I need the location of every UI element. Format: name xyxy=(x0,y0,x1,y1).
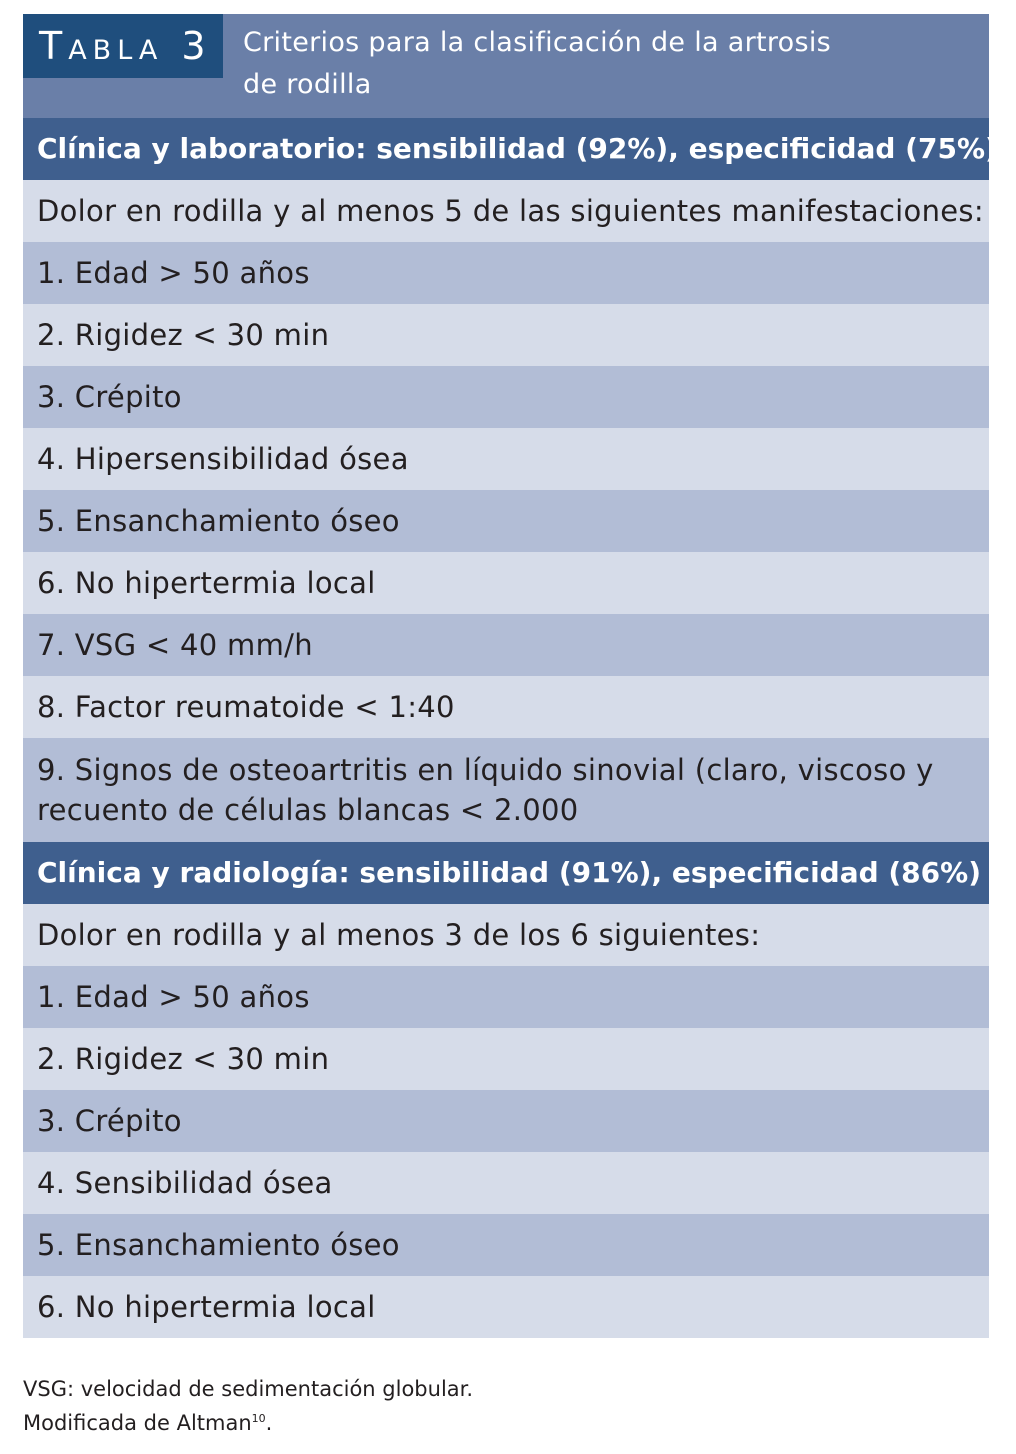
table-row: 3. Crépito xyxy=(23,1090,989,1152)
section-header-clinical-lab: Clínica y laboratorio: sensibilidad (92%), especificidad (75%) xyxy=(23,118,989,180)
footnote-abbreviation: VSG: velocidad de sedimentación globular. xyxy=(23,1377,474,1401)
table-row: 3. Crépito xyxy=(23,366,989,428)
table-row: 6. No hipertermia local xyxy=(23,1276,989,1338)
table-footnote xyxy=(23,1374,473,1438)
footnote-source-text: Modificada de Altman xyxy=(23,1411,252,1435)
item-9-line-1: 9. Signos de osteoartritis en líquido sinovial (claro, viscoso y xyxy=(37,753,934,787)
table-row: 5. Ensanchamiento óseo xyxy=(23,490,989,552)
table-title-line-1: Criterios para la clasificación de la artrosis xyxy=(243,27,832,58)
table-row: 8. Factor reumatoide < 1:40 xyxy=(23,676,989,738)
footnote-source-end: . xyxy=(265,1411,273,1435)
table-number-tag: Tabla 3 xyxy=(23,14,223,78)
table-row: 4. Sensibilidad ósea xyxy=(23,1152,989,1214)
table-row: 5. Ensanchamiento óseo xyxy=(23,1214,989,1276)
table-row: 7. VSG < 40 mm/h xyxy=(23,614,989,676)
footnote-reference: 10 xyxy=(251,1412,266,1425)
table-row: 4. Hipersensibilidad ósea xyxy=(23,428,989,490)
table-row: 2. Rigidez < 30 min xyxy=(23,1028,989,1090)
section-header-clinical-radiology: Clínica y radiología: sensibilidad (91%), especificidad (86%) xyxy=(23,842,989,904)
table-row: 1. Edad > 50 años xyxy=(23,242,989,304)
table-title xyxy=(243,22,963,106)
item-9-line-2: recuento de células blancas < 2.000 xyxy=(37,793,579,827)
criteria-table xyxy=(23,14,998,1338)
table-title-bar xyxy=(23,14,989,118)
table-row-item-9 xyxy=(23,738,989,842)
table-row: 1. Edad > 50 años xyxy=(23,966,989,1028)
footnote-source xyxy=(23,1404,473,1438)
table-title-line-2: de rodilla xyxy=(243,69,372,100)
table-row: 2. Rigidez < 30 min xyxy=(23,304,989,366)
section-intro-clinical-lab: Dolor en rodilla y al menos 5 de las siguientes manifestaciones: xyxy=(23,180,989,242)
table-row: 6. No hipertermia local xyxy=(23,552,989,614)
section-intro-clinical-radiology: Dolor en rodilla y al menos 3 de los 6 siguientes: xyxy=(23,904,989,966)
